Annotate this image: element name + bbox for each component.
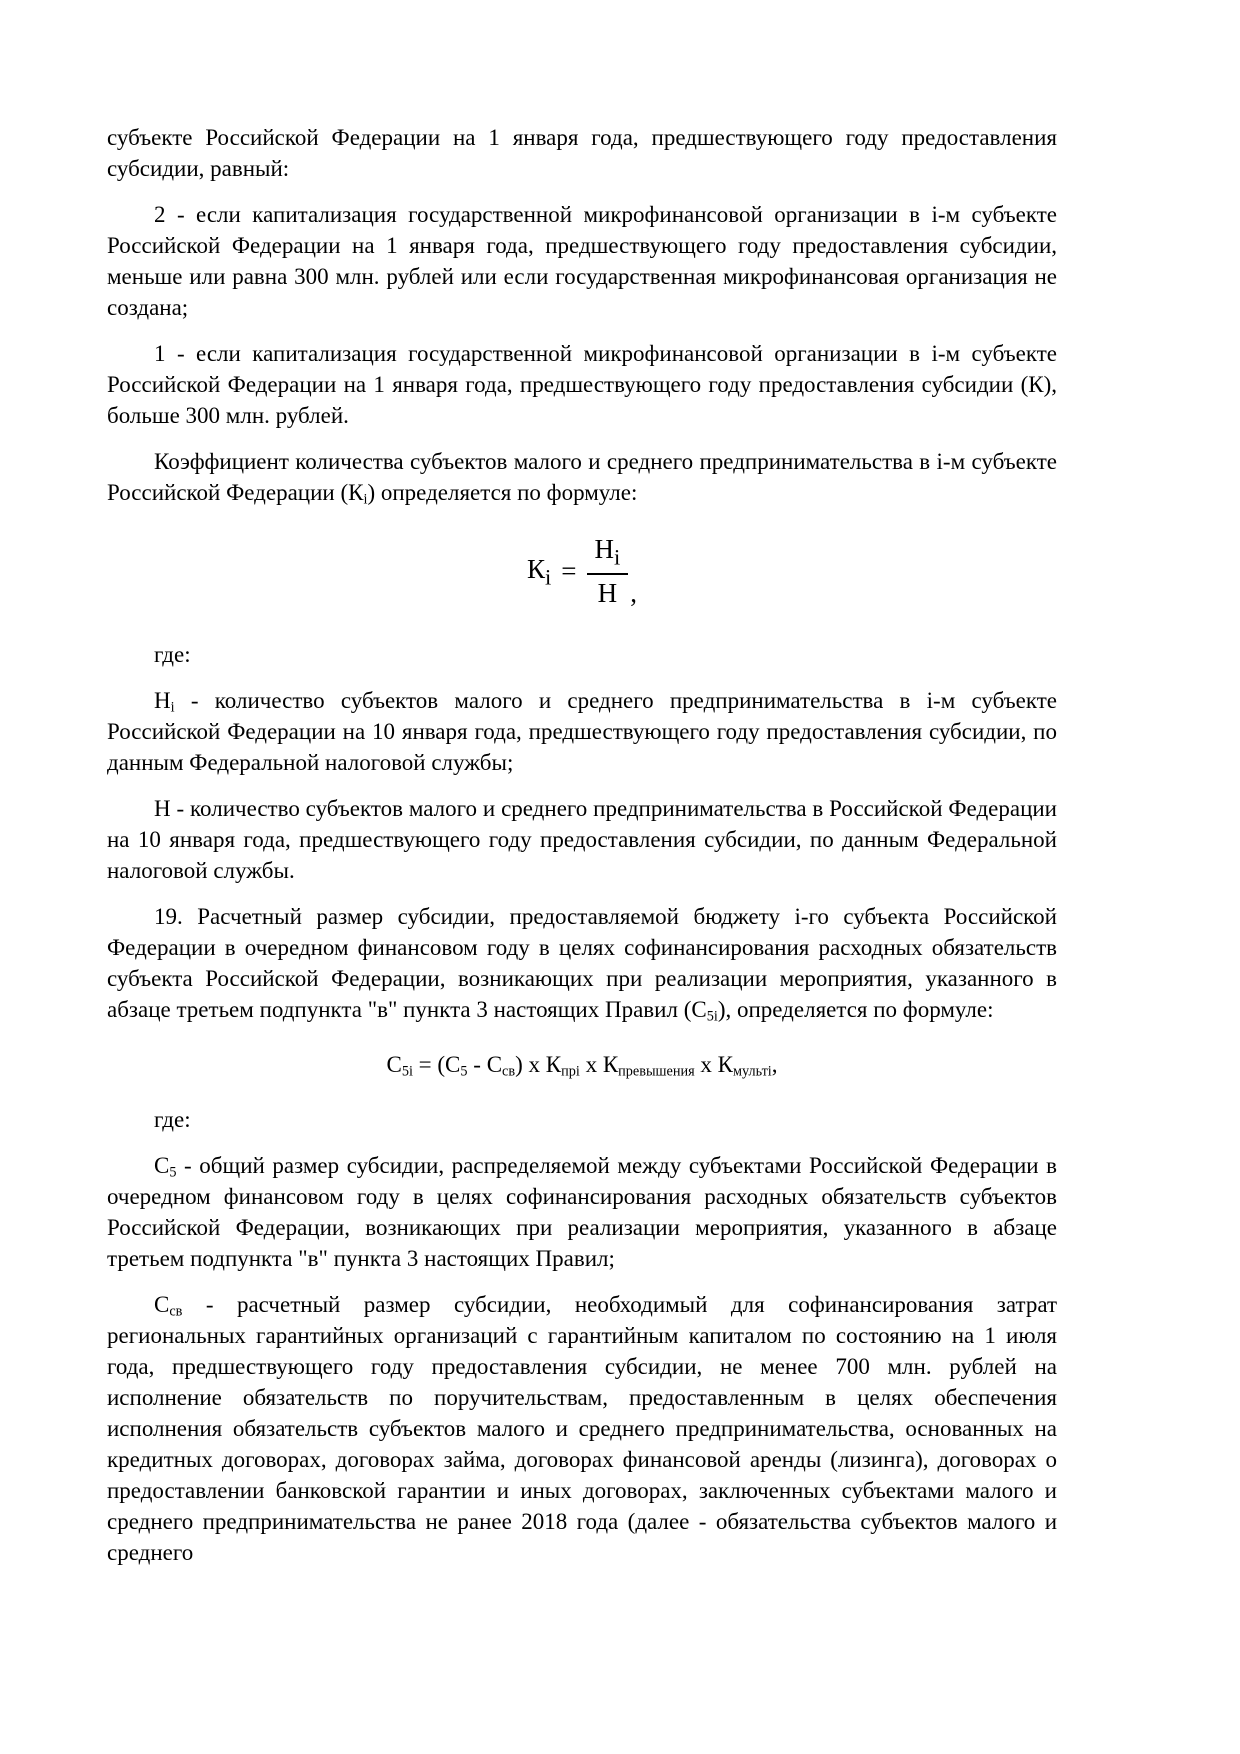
formula-ki-comma: ,	[630, 578, 638, 609]
paragraph-c5-definition: $С_5$ - общий размер субсидии, распределяемой между субъектами Российской Федерации в очередном финансовом году в целях софинансирования расходных обязательств субъектов Российской Федерации, возникающих при реализации мероприятия, указанного в абзаце третьем подпункта "в" пункта 3 настоящих Правил;	[107, 1153, 1057, 1272]
formula-ki-lhs: $К_i$	[526, 553, 552, 589]
paragraph-h-definition: Н - количество субъектов малого и среднего предпринимательства в Российской Федерации на 10 января года, предшествующего году предоставления субсидии, по данным Федеральной налоговой службы.	[107, 796, 1057, 884]
label-where-1: где:	[154, 642, 191, 668]
formula-ki-equals: =	[561, 556, 577, 587]
paragraph-hi-definition: $Н_i$ - количество субъектов малого и среднего предпринимательства в i-м субъекте Российской Федерации на 10 января года, предшествующего году предоставления субсидии, по данным Федеральной налоговой службы;	[107, 688, 1057, 776]
paragraph-item-19: 19. Расчетный размер субсидии, предоставляемой бюджету i-го субъекта Российской Федерации в очередном финансовом году в целях софинансирования расходных обязательств субъекта Российской Федерации, возникающих при реализации мероприятия, указанного в абзаце третьем подпункта "в" пункта 3 настоящих Правил $(С_{5i})$, определяется по формуле:	[107, 904, 1057, 1025]
formula-c5i: $С_{5i} = (С_5 - С_{св})$ х $К_{прi}$ х $К_{превышения}$ х $К_{мультi}$,	[386, 1052, 778, 1080]
formula-ki-numerator: $Н_i$	[587, 534, 629, 575]
label-where-2: где:	[154, 1107, 191, 1133]
paragraph-continuation: субъекте Российской Федерации на 1 января года, предшествующего году предоставления субсидии, равный:	[107, 125, 1057, 181]
formula-ki	[107, 534, 1057, 609]
formula-ki-fraction	[587, 534, 629, 609]
paragraph-csv-definition: $С_{св}$ - расчетный размер субсидии, необходимый для софинансирования затрат региональных гарантийных организаций с гарантийным капиталом по состоянию на 1 июля года, предшествующего году предоставления субсидии, не менее 700 млн. рублей на исполнение обязательств по поручительствам, предоставленным в целях обеспечения исполнения обязательств субъектов малого и среднего предпринимательства, основанных на кредитных договорах, договорах займа, договорах финансовой аренды (лизинга), договорах о предоставлении банковской гарантии и иных договорах, заключенных субъектами малого и среднего предпринимательства не ранее 2018 года (далее - обязательства субъектов малого и среднего	[107, 1292, 1057, 1566]
paragraph-coefficient-intro: Коэффициент количества субъектов малого и среднего предпринимательства в i-м субъекте Российской Федерации $(К_i)$ определяется по формуле:	[107, 449, 1057, 508]
formula-ki-denominator: Н	[597, 578, 618, 609]
paragraph-condition-2: 2 - если капитализация государственной микрофинансовой организации в i-м субъекте Российской Федерации на 1 января года, предшествующего году предоставления субсидии, меньше или равна 300 млн. рублей или если государственная микрофинансовая организация не создана;	[107, 202, 1057, 320]
paragraph-condition-1: 1 - если капитализация государственной микрофинансовой организации в i-м субъекте Российской Федерации на 1 января года, предшествующего году предоставления субсидии (К), больше 300 млн. рублей.	[107, 341, 1057, 428]
